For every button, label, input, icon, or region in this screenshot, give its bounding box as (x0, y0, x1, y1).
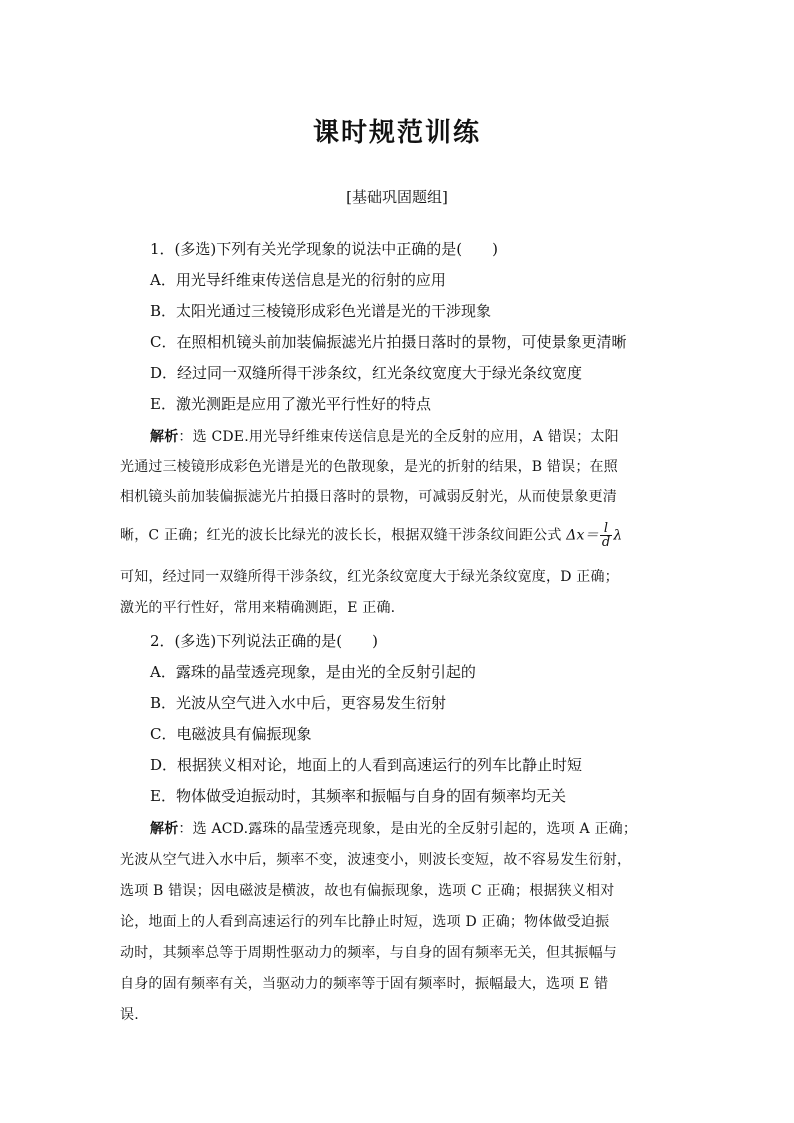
q2-option-e: E．物体做受迫振动时，其频率和振幅与自身的固有频率均无关 (150, 787, 566, 805)
q1-option-d: D．经过同一双缝所得干涉条纹，红光条纹宽度大于绿光条纹宽度 (150, 364, 583, 382)
section-heading: [基础巩固题组] (346, 188, 448, 206)
q1-solution-line-3: 相机镜头前加装偏振滤光片拍摄日落时的景物，可减弱反射光，从而使景象更清 (120, 489, 617, 505)
q2-solution-line-5: 动时，其频率总等于周期性驱动力的频率，与自身的固有频率无关，但其振幅与 (120, 945, 617, 961)
q2-solution-line-4: 论，地面上的人看到高速运行的列车比静止时短，选项 D 正确；物体做受迫振 (120, 914, 610, 930)
q1-option-c: C．在照相机镜头前加装偏振滤光片拍摄日落时的景物，可使景象更清晰 (150, 333, 627, 351)
q1-option-e: E．激光测距是应用了激光平行性好的特点 (150, 395, 431, 413)
q2-solution-line-6: 自身的固有频率有关，当驱动力的频率等于固有频率时，振幅最大，选项 E 错 (120, 976, 609, 992)
formula-numerator: l (600, 522, 613, 536)
q1-option-b: B．太阳光通过三棱镜形成彩色光谱是光的干涉现象 (150, 302, 492, 320)
q1-option-a: A．用光导纤维束传送信息是光的衍射的应用 (150, 271, 446, 289)
q2-option-c: C．电磁波具有偏振现象 (150, 725, 312, 743)
q2-option-d: D．根据狭义相对论，地面上的人看到高速运行的列车比静止时短 (150, 756, 583, 774)
formula-denominator: d (601, 535, 611, 550)
q2-option-a: A．露珠的晶莹透亮现象，是由光的全反射引起的 (150, 663, 476, 681)
q1-solution-line-1: 解析：选 CDE.用光导纤维束传送信息是光的全反射的应用，A 错误；太阳 (150, 429, 619, 445)
q1-solution-label: 解析 (150, 429, 179, 445)
formula-lhs: Δx＝ (566, 527, 599, 544)
q2-stem: 2．(多选)下列说法正确的是( ) (150, 632, 378, 650)
q1-solution-line-4: 晰，C 正确；红光的波长比绿光的波长长，根据双缝干涉条纹间距公式 Δx＝ $\frac{l}{d}$ λ (120, 521, 623, 550)
formula-rhs: λ (613, 527, 623, 544)
q1-stem: 1．(多选)下列有关光学现象的说法中正确的是( ) (150, 240, 498, 258)
q2-solution-label: 解析 (150, 821, 179, 837)
q1-solution-line-6: 激光的平行性好，常用来精确测距，E 正确. (120, 600, 396, 616)
q2-solution-line-2: 光波从空气进入水中后，频率不变，波速变小，则波长变短，故不容易发生衍射， (120, 852, 632, 868)
q1-solution-line-5: 可知，经过同一双缝所得干涉条纹，红光条纹宽度大于绿光条纹宽度，D 正确； (120, 569, 619, 585)
q1-solution-line-2: 光通过三棱镜形成彩色光谱是光的色散现象，是光的折射的结果，B 错误；在照 (120, 459, 618, 475)
q2-option-b: B．光波从空气进入水中后，更容易发生衍射 (150, 694, 447, 712)
q2-solution-line-3: 选项 B 错误；因电磁波是横波，故也有偏振现象，选项 C 正确；根据狭义相对 (120, 883, 615, 899)
q2-solution-line-7: 误. (120, 1007, 139, 1023)
page-title: 课时规范训练 (312, 118, 481, 148)
q2-solution-line-1: 解析：选 ACD.露珠的晶莹透亮现象，是由光的全反射引起的，选项 A 正确； (150, 821, 638, 837)
formula-fraction (600, 522, 613, 549)
